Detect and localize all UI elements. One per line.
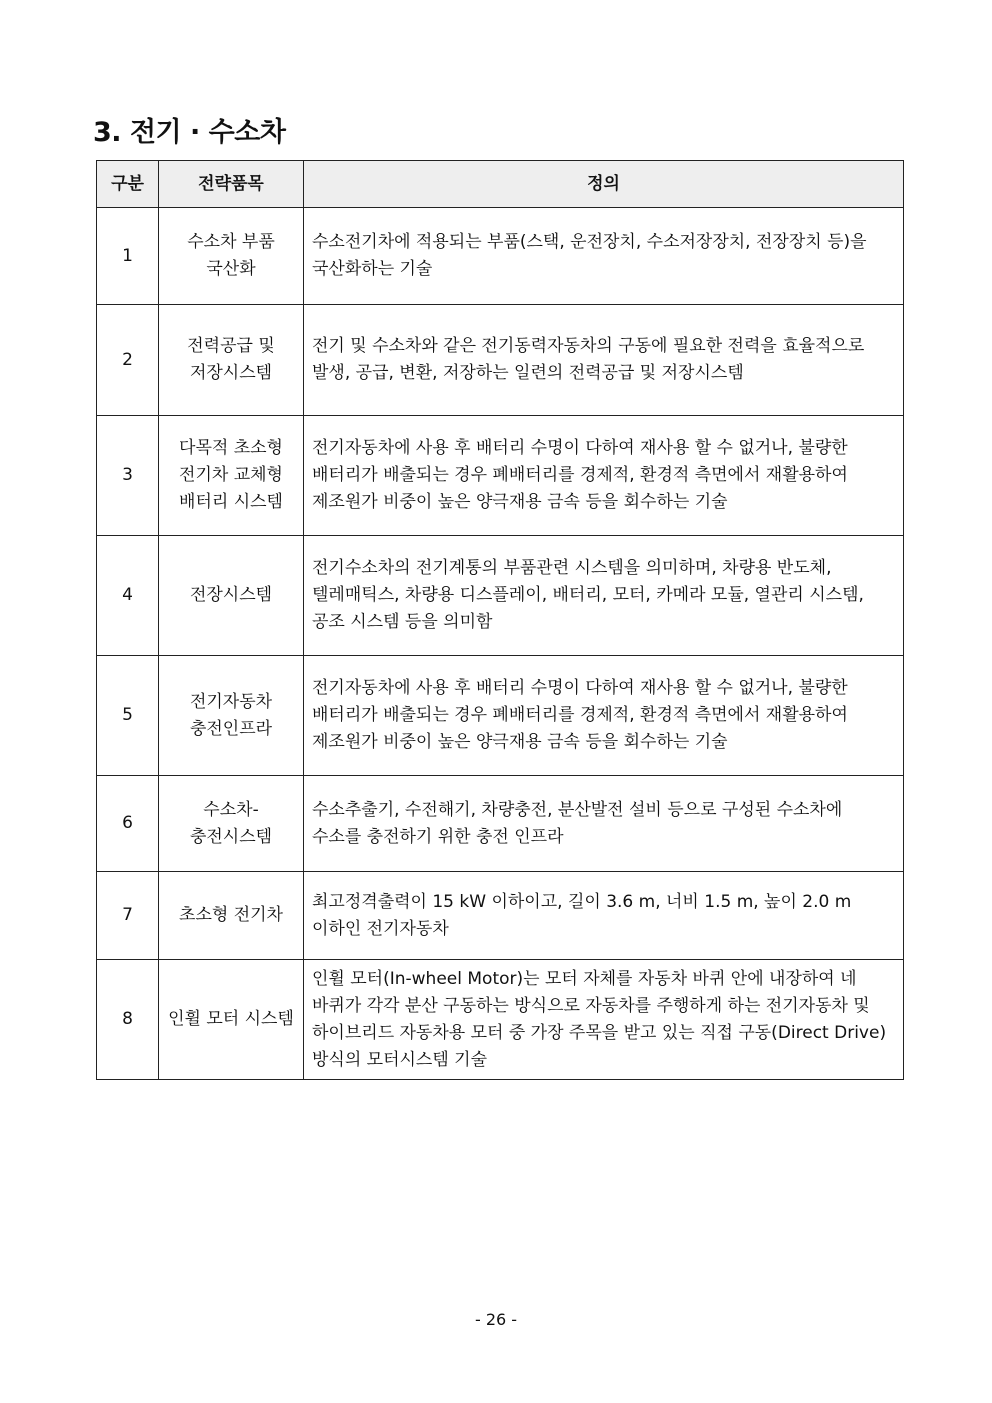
table-row [97, 960, 904, 1080]
header-strategy-item: 전략품목 [159, 161, 304, 208]
row-number: 5 [97, 656, 159, 776]
section-title: 3. 전기 · 수소차 [93, 117, 286, 148]
table-header-row [97, 161, 904, 208]
row-number: 3 [97, 416, 159, 536]
header-definition: 정의 [304, 161, 904, 208]
row-definition: 수소전기차에 적용되는 부품(스택, 운전장치, 수소저장장치, 전장장치 등)을 국산화하는 기술 [304, 208, 904, 305]
row-item: 전장시스템 [159, 536, 304, 656]
table-row [97, 416, 904, 536]
row-definition: 전기자동차에 사용 후 배터리 수명이 다하여 재사용 할 수 없거나, 불량한 배터리가 배출되는 경우 폐배터리를 경제적, 환경적 측면에서 재활용하여 제조원가 비중이 높은 양극재용 금속 등을 회수하는 기술 [304, 416, 904, 536]
row-definition: 최고정격출력이 15 kW 이하이고, 길이 3.6 m, 너비 1.5 m, 높이 2.0 m 이하인 전기자동차 [304, 872, 904, 960]
row-item: 다목적 초소형 전기차 교체형 배터리 시스템 [159, 416, 304, 536]
table-row [97, 656, 904, 776]
row-item: 전기자동차 충전인프라 [159, 656, 304, 776]
table-row [97, 872, 904, 960]
header-category: 구분 [97, 161, 159, 208]
row-item: 초소형 전기차 [159, 872, 304, 960]
row-number: 1 [97, 208, 159, 305]
row-number: 7 [97, 872, 159, 960]
row-item: 전력공급 및 저장시스템 [159, 305, 304, 416]
row-item: 수소차-충전시스템 [159, 776, 304, 872]
page-number: - 26 - [474, 1310, 518, 1329]
table-row [97, 305, 904, 416]
table-row [97, 208, 904, 305]
row-definition: 수소추출기, 수전해기, 차량충전, 분산발전 설비 등으로 구성된 수소차에 수소를 충전하기 위한 충전 인프라 [304, 776, 904, 872]
row-number: 6 [97, 776, 159, 872]
strategy-item-table [96, 160, 904, 1080]
row-definition: 인휠 모터(In-wheel Motor)는 모터 자체를 자동차 바퀴 안에 내장하여 네 바퀴가 각각 분산 구동하는 방식으로 자동차를 주행하게 하는 전기자동차 및 하이브리드 자동차용 모터 중 가장 주목을 받고 있는 직접 구동(Direct Drive) 방식의 모터시스템 기술 [304, 960, 904, 1080]
row-number: 2 [97, 305, 159, 416]
row-definition: 전기 및 수소차와 같은 전기동력자동차의 구동에 필요한 전력을 효율적으로 발생, 공급, 변환, 저장하는 일련의 전력공급 및 저장시스템 [304, 305, 904, 416]
table-row [97, 536, 904, 656]
table-row [97, 776, 904, 872]
row-number: 8 [97, 960, 159, 1080]
row-item: 수소차 부품 국산화 [159, 208, 304, 305]
row-number: 4 [97, 536, 159, 656]
row-definition: 전기수소차의 전기계통의 부품관련 시스템을 의미하며, 차량용 반도체, 텔레매틱스, 차량용 디스플레이, 배터리, 모터, 카메라 모듈, 열관리 시스템, 공조 시스템 등을 의미함 [304, 536, 904, 656]
row-definition: 전기자동차에 사용 후 배터리 수명이 다하여 재사용 할 수 없거나, 불량한 배터리가 배출되는 경우 폐배터리를 경제적, 환경적 측면에서 재활용하여 제조원가 비중이 높은 양극재용 금속 등을 회수하는 기술 [304, 656, 904, 776]
row-item: 인휠 모터 시스템 [159, 960, 304, 1080]
